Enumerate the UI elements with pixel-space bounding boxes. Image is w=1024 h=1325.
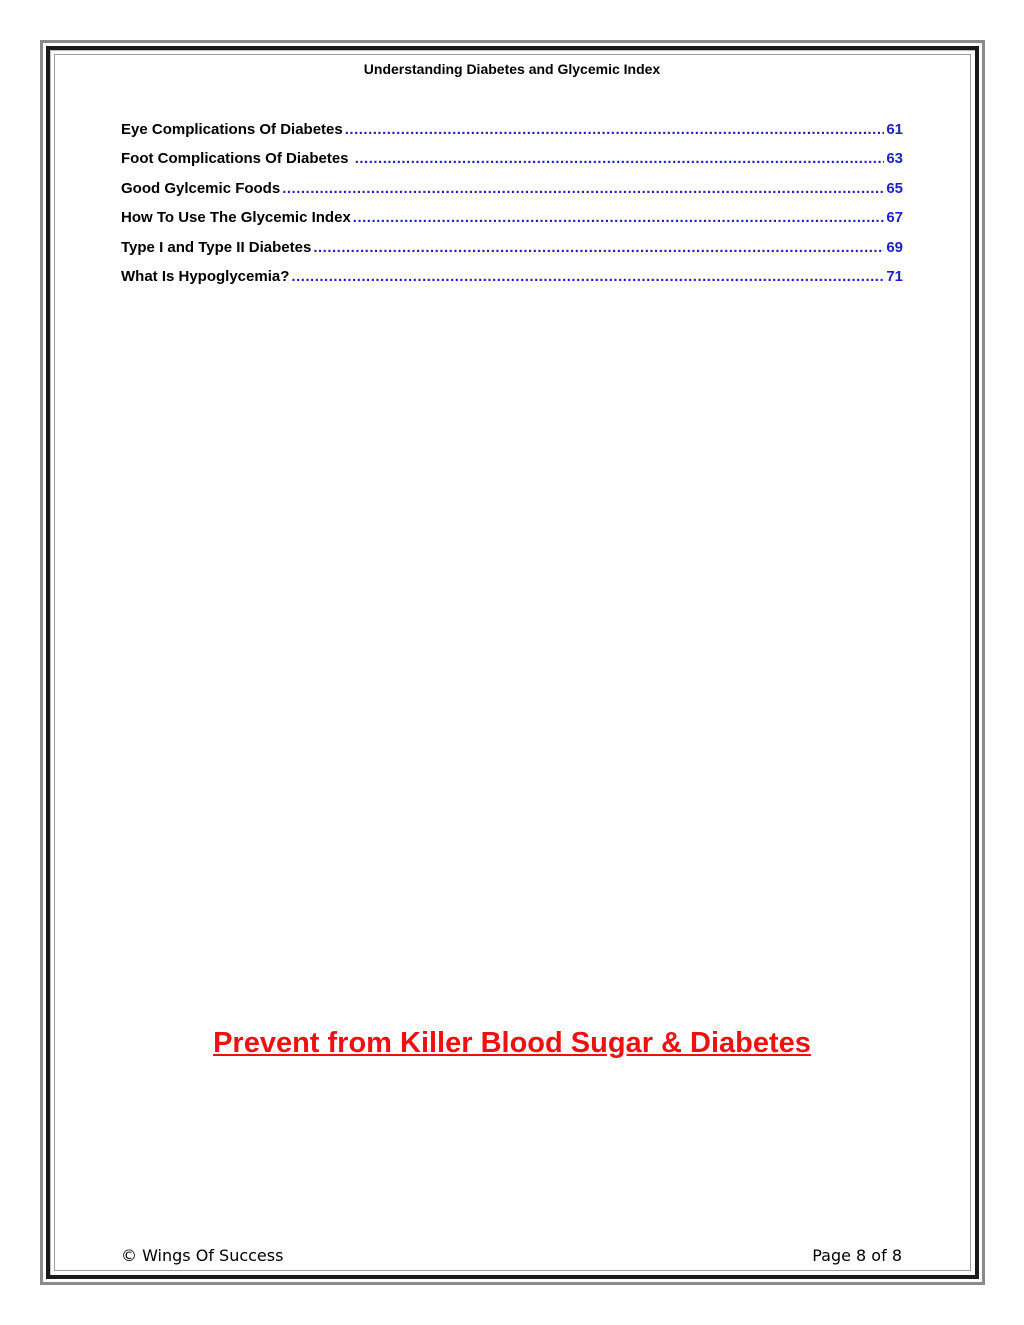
toc-entry-page: 71 [886, 267, 903, 285]
promo-banner-link[interactable]: Prevent from Killer Blood Sugar & Diabetes [213, 1027, 811, 1059]
toc-entry-type-i-and-type-ii[interactable] [121, 239, 903, 268]
toc-entry-foot-complications[interactable] [121, 150, 903, 179]
toc-entry-page: 61 [886, 121, 903, 138]
toc-dot-leader [313, 239, 884, 256]
toc-dot-leader [291, 268, 884, 285]
toc-dot-leader [353, 209, 885, 226]
toc-entry-title: Good Gylcemic Foods [121, 179, 281, 197]
footer-copyright: © Wings Of Success [121, 1246, 284, 1265]
toc-entry-eye-complications[interactable] [121, 121, 903, 150]
toc-entry-page: 67 [886, 209, 903, 227]
toc-entry-title: How To Use The Glycemic Index [121, 209, 351, 227]
toc-entry-page: 69 [886, 238, 903, 256]
toc-entry-title: Foot Complications Of Diabetes [121, 150, 353, 168]
running-header: Understanding Diabetes and Glycemic Index [363, 61, 661, 77]
toc-entry-title: What Is Hypoglycemia? [121, 267, 290, 285]
toc-dot-leader [355, 150, 885, 167]
promo-banner [0, 1027, 1024, 1060]
toc-dot-leader [345, 121, 885, 138]
toc-entry-page: 63 [886, 150, 903, 168]
toc-entry-page: 65 [886, 179, 903, 197]
toc-entry-good-glycemic-foods[interactable] [121, 180, 903, 209]
toc-entry-title: Eye Complications Of Diabetes [121, 121, 343, 138]
toc-entry-how-to-use-glycemic-index[interactable] [121, 209, 903, 238]
toc-entry-what-is-hypoglycemia[interactable] [121, 268, 903, 297]
toc-dot-leader [282, 180, 884, 197]
table-of-contents [121, 121, 903, 297]
toc-entry-title: Type I and Type II Diabetes [121, 238, 312, 256]
footer-page-number: Page 8 of 8 [812, 1246, 902, 1265]
